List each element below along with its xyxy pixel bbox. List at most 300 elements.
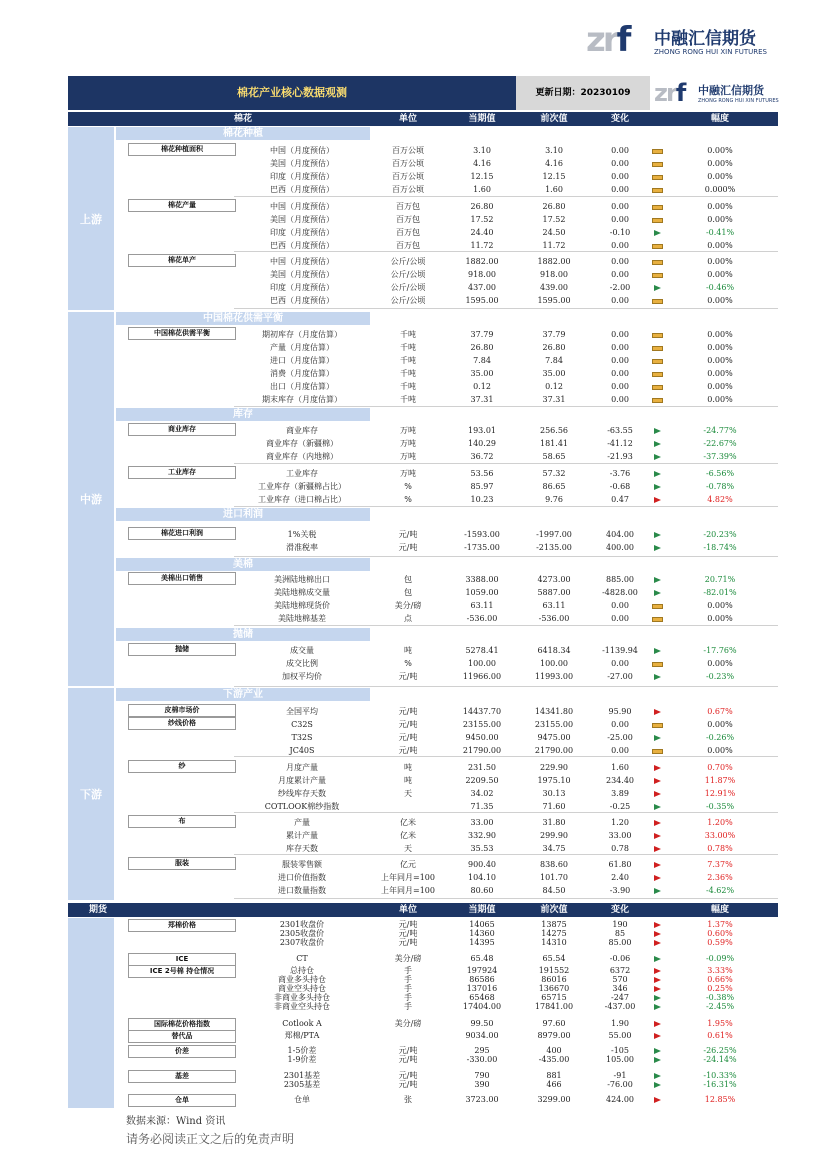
- table-row: [68, 984, 778, 993]
- row-name: 消费（月度估算）: [270, 369, 334, 378]
- row-amplitude: 0.00%: [707, 395, 733, 404]
- sub-planting: 棉花种植: [116, 127, 370, 140]
- table-row: [68, 586, 778, 599]
- table-row: [68, 380, 778, 393]
- row-unit: 吨: [404, 646, 412, 655]
- row-amplitude: -0.09%: [705, 954, 735, 963]
- row-current: 2209.50: [465, 776, 499, 785]
- table-row: [68, 644, 778, 657]
- row-name: 成交比例: [286, 659, 318, 668]
- row-change: -0.06: [609, 954, 631, 963]
- row-current: 12.15: [470, 172, 494, 181]
- group-label: ICE: [128, 953, 236, 966]
- row-change: -76.00: [607, 1080, 633, 1089]
- flat-trend-icon: [650, 200, 664, 213]
- row-change: 0.00: [611, 159, 629, 168]
- row-unit: 元/吨: [398, 530, 418, 539]
- row-current: 1.60: [473, 185, 491, 194]
- row-unit: 点: [404, 614, 412, 623]
- row-current: 790: [474, 1071, 490, 1080]
- row-previous: 6418.34: [537, 646, 571, 655]
- row-change: 0.00: [611, 720, 629, 729]
- row-name: COTLOOK棉纱指数: [264, 802, 340, 811]
- row-previous: 5887.00: [537, 588, 571, 597]
- table-row: [68, 170, 778, 183]
- up-flag-icon: [650, 761, 664, 774]
- table-row: [68, 573, 778, 586]
- row-unit: 手: [404, 1002, 412, 1011]
- row-divider: [234, 686, 778, 687]
- row-previous: 400: [546, 1046, 562, 1055]
- row-name: C32S: [291, 720, 313, 729]
- down-flag-icon: [650, 586, 664, 599]
- row-unit: 元/吨: [398, 707, 418, 716]
- row-previous: 26.80: [542, 202, 566, 211]
- row-name: 商业多头持仓: [278, 975, 326, 984]
- table-row: [68, 255, 778, 268]
- row-name: 2307收盘价: [279, 938, 325, 947]
- row-name: 库存天数: [286, 844, 318, 853]
- row-current: 53.56: [470, 469, 494, 478]
- row-current: 33.00: [470, 818, 494, 827]
- row-change: 0.00: [611, 382, 629, 391]
- row-current: 918.00: [468, 270, 496, 279]
- row-current: 35.53: [470, 844, 494, 853]
- row-previous: 14310: [541, 938, 567, 947]
- table-row: [68, 705, 778, 718]
- flat-trend-icon: [650, 255, 664, 268]
- row-current: 1882.00: [465, 257, 499, 266]
- row-change: 3.89: [611, 789, 629, 798]
- flat-trend-icon: [650, 341, 664, 354]
- flat-trend-icon: [650, 183, 664, 196]
- row-previous: 1882.00: [537, 257, 571, 266]
- row-change: -3.90: [609, 886, 631, 895]
- row-name: 美陆地棉成交量: [274, 588, 330, 597]
- row-unit: 千吨: [400, 369, 416, 378]
- row-change: -437.00: [604, 1002, 636, 1011]
- row-divider: [234, 756, 778, 757]
- row-name: 中国（月度预估）: [270, 146, 334, 155]
- table-row: [68, 268, 778, 281]
- row-unit: 公斤/公顷: [390, 296, 426, 305]
- row-unit: 百万公顷: [392, 185, 424, 194]
- row-change: 1.20: [611, 818, 629, 827]
- down-flag-icon: [650, 1002, 664, 1015]
- row-unit: 美分/磅: [394, 1019, 422, 1028]
- flat-trend-icon: [650, 718, 664, 731]
- down-flag-icon: [650, 424, 664, 437]
- row-unit: 千吨: [400, 382, 416, 391]
- table-row: [68, 493, 778, 506]
- row-change: 0.00: [611, 172, 629, 181]
- row-name: 商业空头持仓: [278, 984, 326, 993]
- row-amplitude: 0.00%: [707, 159, 733, 168]
- row-name: 1-9价差: [287, 1055, 317, 1064]
- group-label: 美棉出口销售: [128, 572, 236, 585]
- row-name: 期末库存（月度估算）: [262, 395, 342, 404]
- row-name: 成交量: [290, 646, 314, 655]
- row-divider: [234, 308, 778, 309]
- row-amplitude: 0.61%: [707, 1031, 733, 1040]
- row-change: 33.00: [608, 831, 632, 840]
- row-unit: 元/吨: [398, 1080, 418, 1089]
- down-flag-icon: [650, 573, 664, 586]
- row-change: 0.00: [611, 257, 629, 266]
- table-row: [68, 871, 778, 884]
- row-amplitude: -0.35%: [705, 802, 735, 811]
- group-label: 纱: [128, 760, 236, 773]
- flat-trend-icon: [650, 268, 664, 281]
- row-current: 104.10: [468, 873, 496, 882]
- row-change: 105.00: [606, 1055, 634, 1064]
- up-flag-icon: [650, 493, 664, 506]
- row-previous: 65.54: [542, 954, 566, 963]
- row-name: 工业库存（进口棉占比）: [258, 495, 346, 504]
- row-unit: [370, 1031, 446, 1040]
- table-row: [68, 1080, 778, 1089]
- group-label: 国际棉花价格指数: [128, 1018, 236, 1031]
- row-divider: [234, 812, 778, 813]
- row-amplitude: 0.00%: [707, 601, 733, 610]
- row-name: 累计产量: [286, 831, 318, 840]
- row-previous: 23155.00: [534, 720, 574, 729]
- row-unit: 百万包: [396, 228, 420, 237]
- row-current: 1059.00: [465, 588, 499, 597]
- row-name: 工业库存（新疆棉占比）: [258, 482, 346, 491]
- row-name: 美国（月度预估）: [270, 215, 334, 224]
- sheet-header: [68, 76, 778, 110]
- table-row: [68, 1002, 778, 1011]
- row-unit: 百万公顷: [392, 146, 424, 155]
- row-unit: 吨: [404, 763, 412, 772]
- row-current: 37.31: [470, 395, 494, 404]
- table-row: [68, 157, 778, 170]
- row-unit: 公斤/公顷: [390, 257, 426, 266]
- row-current: 26.80: [470, 343, 494, 352]
- table-row: [68, 1019, 778, 1028]
- col-prev: 前次值: [540, 905, 568, 915]
- row-change: 190: [612, 920, 628, 929]
- group-label: 棉花种植面积: [128, 143, 236, 156]
- row-name: 进口价值指数: [278, 873, 326, 882]
- row-divider: [234, 854, 778, 855]
- row-name: 印度（月度预估）: [270, 172, 334, 181]
- row-change: 61.80: [608, 860, 632, 869]
- table-row: [68, 226, 778, 239]
- table-row: [68, 787, 778, 800]
- row-previous: 4273.00: [537, 575, 571, 584]
- row-amplitude: 0.00%: [707, 241, 733, 250]
- row-previous: 3.10: [545, 146, 563, 155]
- row-current: 3723.00: [465, 1095, 499, 1104]
- down-flag-icon: [650, 731, 664, 744]
- row-amplitude: 0.00%: [707, 146, 733, 155]
- col-cur: 当期值: [468, 114, 496, 124]
- row-unit: 元/吨: [398, 720, 418, 729]
- row-change: 346: [612, 984, 628, 993]
- group-label: 棉花进口利润: [128, 527, 236, 540]
- row-name: 中国（月度预估）: [270, 202, 334, 211]
- row-divider: [234, 556, 778, 557]
- table-row: [68, 761, 778, 774]
- row-change: 0.00: [611, 659, 629, 668]
- down-flag-icon: [650, 467, 664, 480]
- row-unit: 手: [404, 966, 412, 975]
- table-row: [68, 884, 778, 897]
- row-current: 34.02: [470, 789, 494, 798]
- row-previous: 84.50: [542, 886, 566, 895]
- group-label: 郑棉价格: [128, 919, 236, 932]
- row-current: 140.29: [468, 439, 496, 448]
- row-previous: 63.11: [542, 601, 566, 610]
- row-amplitude: 0.70%: [707, 763, 733, 772]
- row-change: 0.00: [611, 369, 629, 378]
- row-name: 全国平均: [286, 707, 318, 716]
- row-name: 总持仓: [290, 966, 314, 975]
- row-amplitude: 0.00%: [707, 659, 733, 668]
- table-row: [68, 480, 778, 493]
- row-unit: 千吨: [400, 330, 416, 339]
- row-name: 商业库存: [286, 426, 318, 435]
- row-unit: %: [404, 495, 412, 504]
- down-flag-icon: [650, 644, 664, 657]
- row-current: 24.40: [470, 228, 494, 237]
- up-flag-icon: [650, 829, 664, 842]
- row-divider: [234, 406, 778, 407]
- row-change: -2.00: [609, 283, 631, 292]
- row-name: 1%关税: [287, 530, 317, 539]
- table-row: [68, 328, 778, 341]
- up-flag-icon: [650, 938, 664, 951]
- row-change: 85: [614, 929, 626, 938]
- up-flag-icon: [650, 705, 664, 718]
- row-name: 产量: [294, 818, 310, 827]
- row-unit: 元/吨: [398, 1055, 418, 1064]
- table-row: [68, 670, 778, 683]
- row-change: 0.00: [611, 270, 629, 279]
- row-unit: 公斤/公顷: [390, 270, 426, 279]
- group-label: 工业库存: [128, 466, 236, 479]
- flat-trend-icon: [650, 612, 664, 625]
- data-source: 数据来源：Wind 资讯: [126, 1116, 226, 1127]
- flat-trend-icon: [650, 657, 664, 670]
- row-name: 商业库存（内地棉）: [266, 452, 338, 461]
- row-name: Cotlook A: [282, 1019, 322, 1028]
- row-name: 仓单: [294, 1095, 310, 1104]
- table-row: [68, 993, 778, 1002]
- stage-upstream: 上游: [68, 127, 114, 310]
- header-logo-en: ZHONG RONG HUI XIN FUTURES: [698, 98, 779, 104]
- row-change: 0.00: [611, 296, 629, 305]
- row-amplitude: 0.00%: [707, 343, 733, 352]
- row-current: 9450.00: [465, 733, 499, 742]
- group-label: 棉花单产: [128, 254, 236, 267]
- table-row: [68, 144, 778, 157]
- table-row: [68, 183, 778, 196]
- row-name: 进口数量指数: [278, 886, 326, 895]
- up-flag-icon: [650, 858, 664, 871]
- row-previous: 256.56: [540, 426, 568, 435]
- header-logo: [650, 76, 778, 110]
- row-change: -3.76: [609, 469, 631, 478]
- row-name: 加权平均价: [282, 672, 322, 681]
- row-name: 2301收盘价: [279, 920, 325, 929]
- row-current: 65.48: [470, 954, 494, 963]
- row-amplitude: -0.26%: [705, 733, 735, 742]
- row-unit: 上年同月=100: [381, 886, 435, 895]
- col-amp: 幅度: [710, 905, 729, 915]
- table-row: [68, 657, 778, 670]
- sheet-title: 棉花产业核心数据观测: [237, 86, 347, 99]
- table-row: [68, 920, 778, 929]
- table-row: [68, 954, 778, 963]
- row-change: 0.00: [611, 146, 629, 155]
- row-amplitude: 0.60%: [707, 929, 733, 938]
- row-name: 进口（月度估算）: [270, 356, 334, 365]
- group-label: 皮棉市场价: [128, 704, 236, 717]
- row-current: 193.01: [468, 426, 496, 435]
- row-amplitude: 7.37%: [707, 860, 733, 869]
- sub-inventory: 库存: [116, 408, 370, 421]
- row-change: 55.00: [608, 1031, 632, 1040]
- table-row: [68, 354, 778, 367]
- row-change: -247: [611, 993, 629, 1002]
- row-name: JC40S: [289, 746, 315, 755]
- row-previous: 21790.00: [534, 746, 574, 755]
- group-label: 商业库存: [128, 423, 236, 436]
- row-name: 工业库存: [286, 469, 318, 478]
- row-amplitude: -0.23%: [705, 672, 735, 681]
- row-unit: 百万公顷: [392, 159, 424, 168]
- row-previous: 101.70: [540, 873, 568, 882]
- row-previous: 0.12: [545, 382, 563, 391]
- row-amplitude: 0.00%: [707, 296, 733, 305]
- row-name: 滑准税率: [286, 543, 318, 552]
- flat-trend-icon: [650, 380, 664, 393]
- row-current: 37.79: [470, 330, 494, 339]
- row-amplitude: 20.71%: [704, 575, 736, 584]
- row-amplitude: 0.25%: [707, 984, 733, 993]
- up-flag-icon: [650, 1031, 664, 1044]
- up-flag-icon: [650, 1095, 664, 1108]
- row-previous: 86016: [541, 975, 567, 984]
- row-unit: 百万公顷: [392, 172, 424, 181]
- row-current: 14395: [469, 938, 495, 947]
- flat-trend-icon: [650, 599, 664, 612]
- up-flag-icon: [650, 787, 664, 800]
- row-unit: 亿米: [400, 818, 416, 827]
- row-current: 10.23: [470, 495, 494, 504]
- row-unit: 千吨: [400, 343, 416, 352]
- row-amplitude: -2.45%: [705, 1002, 735, 1011]
- row-change: 1.90: [611, 1019, 629, 1028]
- row-previous: 12.15: [542, 172, 566, 181]
- row-change: 0.00: [611, 746, 629, 755]
- flat-trend-icon: [650, 367, 664, 380]
- section-band-cotton: [68, 112, 778, 126]
- row-change: 2.40: [611, 873, 629, 882]
- row-previous: 7.84: [545, 356, 563, 365]
- row-amplitude: 0.00%: [707, 356, 733, 365]
- down-flag-icon: [650, 528, 664, 541]
- row-unit: 万吨: [400, 439, 416, 448]
- row-amplitude: 0.000%: [704, 185, 736, 194]
- row-amplitude: 3.33%: [707, 966, 733, 975]
- row-current: 65468: [469, 993, 495, 1002]
- down-flag-icon: [650, 437, 664, 450]
- group-label: 仓单: [128, 1094, 236, 1107]
- row-unit: 百万包: [396, 202, 420, 211]
- table-row: [68, 599, 778, 612]
- row-previous: 97.60: [542, 1019, 566, 1028]
- row-previous: 14341.80: [534, 707, 574, 716]
- row-previous: 3299.00: [537, 1095, 571, 1104]
- group-label: 服装: [128, 857, 236, 870]
- row-name: 月度累计产量: [278, 776, 326, 785]
- row-previous: 86.65: [542, 482, 566, 491]
- group-label: 替代品: [128, 1030, 236, 1043]
- col-unit: 单位: [398, 905, 417, 915]
- row-change: -1139.94: [602, 646, 638, 655]
- row-name: 巴西（月度预估）: [270, 296, 334, 305]
- sub-downstream: 下游产业: [116, 688, 370, 701]
- row-previous: 191552: [538, 966, 570, 975]
- row-name: 2301基差: [283, 1071, 321, 1080]
- row-amplitude: 0.00%: [707, 369, 733, 378]
- sub-reserve-auction: 抛储: [116, 628, 370, 641]
- row-unit: 万吨: [400, 469, 416, 478]
- row-previous: 57.32: [542, 469, 566, 478]
- row-amplitude: -16.31%: [703, 1080, 737, 1089]
- row-previous: 100.00: [540, 659, 568, 668]
- row-change: -0.10: [609, 228, 631, 237]
- sub-supply-demand: 中国棉花供需平衡: [116, 312, 370, 325]
- row-change: 0.00: [611, 330, 629, 339]
- row-current: 900.40: [468, 860, 496, 869]
- row-change: 0.00: [611, 343, 629, 352]
- sub-import-profit: 进口利润: [116, 508, 370, 521]
- table-row: [68, 424, 778, 437]
- row-name: 纱线库存天数: [278, 789, 326, 798]
- row-name: 印度（月度预估）: [270, 283, 334, 292]
- row-change: 0.00: [611, 601, 629, 610]
- row-previous: 17841.00: [534, 1002, 574, 1011]
- row-previous: 9.76: [545, 495, 563, 504]
- group-label: ICE 2号棉 持仓情况: [128, 965, 236, 978]
- row-amplitude: -17.76%: [703, 646, 737, 655]
- table-row: [68, 966, 778, 975]
- table-row: [68, 450, 778, 463]
- flat-trend-icon: [650, 213, 664, 226]
- row-unit: 上年同月=100: [381, 873, 435, 882]
- row-change: -4828.00: [602, 588, 638, 597]
- up-flag-icon: [650, 774, 664, 787]
- table-row: [68, 528, 778, 541]
- row-unit: %: [404, 482, 412, 491]
- row-current: 7.84: [473, 356, 491, 365]
- row-current: 1595.00: [465, 296, 499, 305]
- row-change: 85.00: [608, 938, 632, 947]
- row-current: 11.72: [470, 241, 494, 250]
- row-amplitude: 11.87%: [704, 776, 736, 785]
- row-divider: [234, 898, 778, 899]
- row-unit: 元/吨: [398, 543, 418, 552]
- row-change: -63.55: [607, 426, 633, 435]
- row-previous: 37.31: [542, 395, 566, 404]
- row-previous: 26.80: [542, 343, 566, 352]
- table-row: [68, 1055, 778, 1064]
